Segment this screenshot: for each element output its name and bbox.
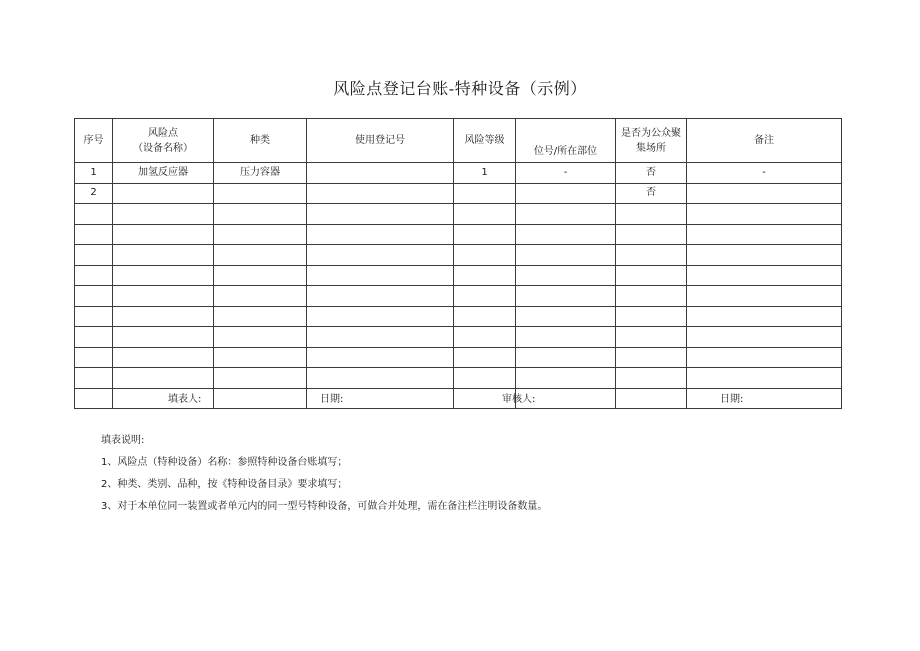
- cell-remark: [687, 347, 842, 368]
- cell-type: [214, 245, 307, 266]
- cell-risk-point: [113, 368, 214, 389]
- cell-remark: [687, 306, 842, 327]
- instruction-item: 2、种类、类别、品种，按《特种设备目录》要求填写；: [101, 479, 348, 490]
- header-registration-no: 使用登记号: [307, 119, 454, 163]
- instructions-heading: 填表说明:: [101, 435, 145, 446]
- table-row: [75, 368, 842, 389]
- cell-remark: [687, 388, 842, 409]
- cell-remark: [687, 327, 842, 348]
- cell-registration-no: [307, 306, 454, 327]
- cell-remark: [687, 183, 842, 204]
- cell-seq: [75, 286, 113, 307]
- cell-location: [516, 286, 616, 307]
- cell-registration-no: [307, 347, 454, 368]
- header-risk-level: 风险等级: [454, 119, 516, 163]
- cell-type: [214, 327, 307, 348]
- cell-remark: [687, 286, 842, 307]
- cell-public-place: [616, 245, 687, 266]
- cell-risk-level: [454, 306, 516, 327]
- cell-seq: [75, 204, 113, 225]
- cell-type: 压力容器: [214, 163, 307, 184]
- date-label-2: 日期:: [720, 394, 744, 405]
- cell-registration-no: [307, 183, 454, 204]
- instructions-section: [101, 430, 547, 518]
- cell-risk-point: [113, 204, 214, 225]
- cell-location: -: [516, 163, 616, 184]
- cell-location: [516, 347, 616, 368]
- cell-risk-level: [454, 204, 516, 225]
- cell-type: [214, 388, 307, 409]
- cell-seq: [75, 368, 113, 389]
- cell-risk-level: [454, 327, 516, 348]
- table-row: [75, 183, 842, 204]
- cell-risk-level: [454, 183, 516, 204]
- cell-public-place: 否: [616, 183, 687, 204]
- cell-risk-level: [454, 368, 516, 389]
- cell-risk-point: [113, 224, 214, 245]
- risk-ledger-table: [74, 118, 842, 409]
- cell-remark: [687, 204, 842, 225]
- instruction-item: 1、风险点（特种设备）名称：参照特种设备台账填写；: [101, 457, 348, 468]
- cell-risk-point: 加氢反应器: [113, 163, 214, 184]
- cell-type: [214, 306, 307, 327]
- header-type: 种类: [214, 119, 307, 163]
- cell-remark: [687, 245, 842, 266]
- header-risk-point-line2: （设备名称）: [133, 142, 193, 154]
- cell-registration-no: [307, 245, 454, 266]
- cell-public-place: [616, 224, 687, 245]
- table-row: [75, 286, 842, 307]
- header-public-place-line2: 集场所: [636, 142, 666, 154]
- cell-public-place: [616, 286, 687, 307]
- header-remark: 备注: [687, 119, 842, 163]
- header-public-place-line1: 是否为公众聚: [621, 127, 681, 139]
- table-row: [75, 265, 842, 286]
- cell-registration-no: [307, 163, 454, 184]
- cell-risk-level: [454, 265, 516, 286]
- cell-seq: [75, 245, 113, 266]
- cell-registration-no: [307, 204, 454, 225]
- cell-public-place: [616, 306, 687, 327]
- cell-risk-level: 1: [454, 163, 516, 184]
- cell-location: [516, 265, 616, 286]
- cell-seq: [75, 224, 113, 245]
- cell-seq: 1: [75, 163, 113, 184]
- cell-seq: 2: [75, 183, 113, 204]
- cell-public-place: [616, 368, 687, 389]
- cell-public-place: [616, 388, 687, 409]
- header-risk-point-line1: 风险点: [148, 127, 178, 139]
- cell-type: [214, 204, 307, 225]
- header-risk-point: [113, 119, 214, 163]
- cell-risk-level: [454, 286, 516, 307]
- cell-location: [516, 368, 616, 389]
- cell-location: [516, 245, 616, 266]
- cell-risk-level: [454, 224, 516, 245]
- table-row: [75, 327, 842, 348]
- cell-type: [214, 265, 307, 286]
- cell-seq: [75, 306, 113, 327]
- cell-location: [516, 327, 616, 348]
- table-body: [75, 163, 842, 409]
- cell-seq: [75, 265, 113, 286]
- filler-label: 填表人:: [168, 394, 202, 405]
- cell-type: [214, 368, 307, 389]
- cell-risk-point: [113, 183, 214, 204]
- cell-registration-no: [307, 368, 454, 389]
- cell-seq: [75, 347, 113, 368]
- cell-remark: [687, 265, 842, 286]
- cell-risk-point: [113, 306, 214, 327]
- cell-remark: [687, 224, 842, 245]
- cell-risk-point: [113, 347, 214, 368]
- cell-type: [214, 347, 307, 368]
- table-header-row: [75, 119, 842, 163]
- date-label-1: 日期:: [320, 394, 344, 405]
- cell-risk-point: [113, 286, 214, 307]
- cell-registration-no: [307, 265, 454, 286]
- page-title: 风险点登记台账-特种设备（示例）: [333, 79, 587, 98]
- cell-risk-point: [113, 245, 214, 266]
- table-row: [75, 204, 842, 225]
- cell-location: [516, 183, 616, 204]
- header-seq: 序号: [75, 119, 113, 163]
- cell-registration-no: [307, 327, 454, 348]
- cell-risk-level: [454, 347, 516, 368]
- table-row: [75, 245, 842, 266]
- table-row: [75, 306, 842, 327]
- cell-public-place: [616, 347, 687, 368]
- cell-type: [214, 183, 307, 204]
- cell-public-place: [616, 327, 687, 348]
- reviewer-label: 审核人:: [502, 394, 536, 405]
- cell-location: [516, 306, 616, 327]
- cell-risk-level: [454, 245, 516, 266]
- cell-seq: [75, 327, 113, 348]
- cell-type: [214, 224, 307, 245]
- table-row: [75, 224, 842, 245]
- cell-registration-no: [307, 286, 454, 307]
- table-row: [75, 163, 842, 184]
- header-location: 位号/所在部位: [516, 119, 616, 163]
- cell-public-place: [616, 204, 687, 225]
- cell-seq: [75, 388, 113, 409]
- cell-registration-no: [307, 224, 454, 245]
- header-public-place: [616, 119, 687, 163]
- cell-risk-point: [113, 265, 214, 286]
- table-row: [75, 347, 842, 368]
- cell-location: [516, 204, 616, 225]
- cell-public-place: [616, 265, 687, 286]
- instruction-item: 3、对于本单位同一装置或者单元内的同一型号特种设备，可做合并处理，需在备注栏注明设备数量。: [101, 501, 548, 512]
- cell-remark: -: [687, 163, 842, 184]
- cell-location: [516, 224, 616, 245]
- cell-risk-point: [113, 327, 214, 348]
- cell-public-place: 否: [616, 163, 687, 184]
- cell-remark: [687, 368, 842, 389]
- cell-type: [214, 286, 307, 307]
